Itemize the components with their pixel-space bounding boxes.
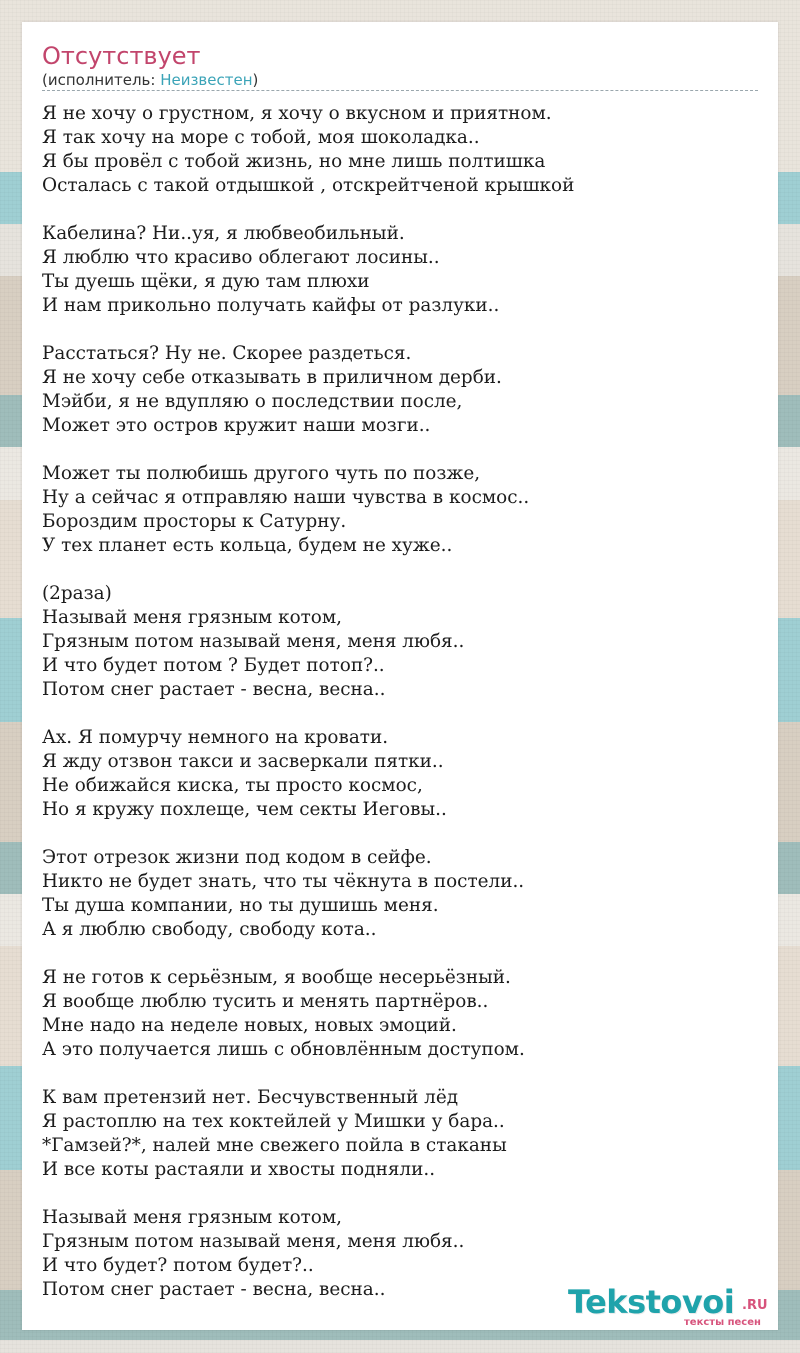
- lyric-line: И все коты растаяли и хвосты подняли..: [42, 1159, 436, 1180]
- lyrics-stanza: [42, 1086, 758, 1182]
- title-divider: [42, 90, 758, 91]
- lyric-line: У тех планет есть кольца, будем не хуже..: [42, 535, 453, 556]
- lyric-line: Расстаться? Ну не. Скорее раздеться.: [42, 343, 412, 364]
- lyric-line: Может это остров кружит наши мозги..: [42, 415, 431, 436]
- lyric-line: И нам прикольно получать кайфы от разлуки..: [42, 295, 500, 316]
- lyric-line: *Гамзей?*, налей мне свежего пойла в стаканы: [42, 1135, 507, 1156]
- lyrics-stanza: [42, 102, 758, 198]
- logo-tld: .RU: [742, 1298, 768, 1313]
- lyric-line: И что будет? потом будет?..: [42, 1255, 314, 1276]
- lyrics-stanza: [42, 846, 758, 942]
- lyric-line: Ты душа компании, но ты душишь меня.: [42, 895, 439, 916]
- lyric-line: Кабелина? Ни..уя, я любвеобильный.: [42, 223, 405, 244]
- lyric-line: Потом снег растает - весна, весна..: [42, 679, 386, 700]
- lyric-line: Бороздим просторы к Сатурну.: [42, 511, 347, 532]
- lyric-line: Потом снег растает - весна, весна..: [42, 1279, 386, 1300]
- lyric-line: Я бы провёл с тобой жизнь, но мне лишь полтишка: [42, 151, 546, 172]
- lyric-line: К вам претензий нет. Бесчувственный лёд: [42, 1087, 459, 1108]
- lyric-line: А я люблю свободу, свободу кота..: [42, 919, 377, 940]
- lyric-line: Не обижайся киска, ты просто космос,: [42, 775, 423, 796]
- lyric-line: Я люблю что красиво облегают лосины..: [42, 247, 440, 268]
- lyric-line: Называй меня грязным котом,: [42, 1207, 343, 1228]
- lyric-line: Я не хочу о грустном, я хочу о вкусном и приятном.: [42, 103, 552, 124]
- lyrics-stanza: [42, 582, 758, 702]
- lyric-line: Ты дуешь щёки, я дую там плюхи: [42, 271, 370, 292]
- lyric-line: (2раза): [42, 583, 112, 604]
- lyric-line: Ах. Я помурчу немного на кровати.: [42, 727, 389, 748]
- lyrics-stanza: [42, 462, 758, 558]
- artist-prefix: (исполнитель:: [42, 71, 161, 89]
- lyric-line: Я не хочу себе отказывать в приличном дерби.: [42, 367, 502, 388]
- lyrics-stanza: [42, 726, 758, 822]
- lyric-line: Этот отрезок жизни под кодом в сейфе.: [42, 847, 432, 868]
- artist-line: [42, 71, 258, 89]
- logo-wordmark: Tekstovoi: [568, 1283, 735, 1321]
- lyrics-text: [42, 102, 758, 1326]
- lyric-line: Я не готов к серьёзным, я вообще несерьёзный.: [42, 967, 511, 988]
- artist-link[interactable]: Неизвестен: [160, 71, 253, 89]
- song-title: Отсутствует: [42, 42, 201, 70]
- lyrics-card: [22, 22, 778, 1330]
- logo-tagline: тексты песен: [684, 1317, 761, 1328]
- lyric-line: Грязным потом называй меня, меня любя..: [42, 631, 465, 652]
- lyric-line: И что будет потом ? Будет потоп?..: [42, 655, 385, 676]
- lyric-line: Может ты полюбишь другого чуть по позже,: [42, 463, 481, 484]
- lyric-line: Я так хочу на море с тобой, моя шоколадка..: [42, 127, 480, 148]
- artist-suffix: ): [252, 71, 259, 89]
- lyric-line: А это получается лишь с обновлённым доступом.: [42, 1039, 525, 1060]
- lyric-line: Мне надо на неделе новых, новых эмоций.: [42, 1015, 457, 1036]
- lyric-line: Я растоплю на тех коктейлей у Мишки у бара..: [42, 1111, 505, 1132]
- lyric-line: Грязным потом называй меня, меня любя..: [42, 1231, 465, 1252]
- lyric-line: Называй меня грязным котом,: [42, 607, 343, 628]
- lyrics-stanza: [42, 222, 758, 318]
- lyric-line: Я жду отзвон такси и засверкали пятки..: [42, 751, 444, 772]
- lyric-line: Мэйби, я не вдупляю о последствии после,: [42, 391, 463, 412]
- lyric-line: Осталась с такой отдышкой , отскрейтченой крышкой: [42, 175, 575, 196]
- lyrics-stanza: [42, 966, 758, 1062]
- lyric-line: Никто не будет знать, что ты чёкнута в постели..: [42, 871, 525, 892]
- lyric-line: Ну а сейчас я отправляю наши чувства в космос..: [42, 487, 530, 508]
- site-logo[interactable]: [568, 1284, 778, 1328]
- lyrics-stanza: [42, 342, 758, 438]
- lyric-line: Но я кружу похлеще, чем секты Иеговы..: [42, 799, 447, 820]
- lyric-line: Я вообще люблю тусить и менять партнёров..: [42, 991, 489, 1012]
